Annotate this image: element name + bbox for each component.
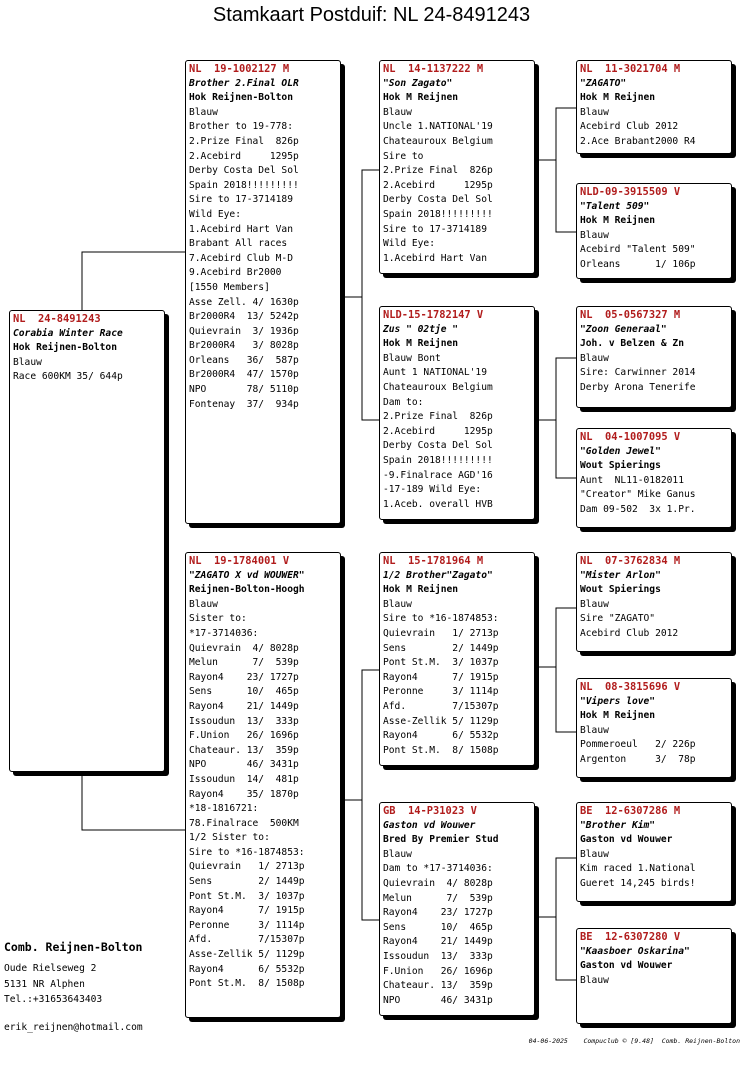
info-line: Pont St.M. 3/ 1037p — [189, 890, 305, 902]
pigeon-name: "Vipers love" — [580, 695, 656, 707]
info-line: Derby Costa Del Sol — [383, 194, 493, 206]
info-line: Quievrain 4/ 8028p — [189, 642, 299, 654]
info-line: Asse-Zellik 5/ 1129p — [189, 949, 305, 961]
pigeon-card-dds — [576, 802, 732, 902]
owner-name: Hok M Reijnen — [383, 92, 459, 104]
info-line: Brother to 19-778: — [189, 121, 293, 133]
info-line: Dam 09-502 3x 1.Pr. — [580, 503, 696, 515]
info-line: Orleans 36/ 587p — [189, 354, 299, 366]
breeder-address-line-1: Oude Rielseweg 2 — [4, 963, 97, 975]
info-line: F.Union 26/ 1696p — [383, 965, 493, 977]
info-line: Rayon4 21/ 1449p — [189, 700, 299, 712]
info-line: Sens 2/ 1449p — [189, 876, 305, 888]
pigeon-card-sds — [576, 306, 732, 408]
ring-number: NL 08-3815696 V — [580, 681, 681, 693]
pigeon-card-subject — [9, 310, 165, 772]
breeder-address-line-2: 5131 NR Alphen — [4, 978, 85, 990]
breeder-phone: Tel.:+31653643403 — [4, 994, 103, 1006]
info-line: Uncle 1.NATIONAL'19 — [383, 121, 493, 133]
info-line: Issoudun 13/ 333p — [383, 950, 493, 962]
info-line: Chateauroux Belgium — [383, 381, 493, 393]
info-line: Pont St.M. 3/ 1037p — [383, 657, 499, 669]
info-line: Melun 7/ 539p — [383, 892, 493, 904]
info-line: Sire: Carwinner 2014 — [580, 367, 696, 379]
info-line: Afd. 7/15307p — [189, 934, 305, 946]
info-line: Spain 2018!!!!!!!!! — [383, 208, 493, 220]
info-line: Derby Costa Del Sol — [383, 440, 493, 452]
info-line: Blauw — [13, 356, 42, 368]
owner-name: Gaston vd Wouwer — [580, 834, 673, 846]
pigeon-name: "Mister Arlon" — [580, 569, 661, 581]
owner-name: Wout Spierings — [580, 460, 661, 472]
info-line: Kim raced 1.National — [580, 863, 696, 875]
owner-name: Hok M Reijnen — [580, 92, 656, 104]
info-line: Issoudun 14/ 481p — [189, 773, 299, 785]
info-line: Chateaur. 13/ 359p — [189, 744, 299, 756]
info-line: Blauw — [580, 106, 609, 118]
info-line: Rayon4 6/ 5532p — [189, 963, 305, 975]
info-line: Derby Arona Tenerife — [580, 381, 696, 393]
ring-number: NL 14-1137222 M — [383, 63, 484, 75]
ring-number: NL 05-0567327 M — [580, 309, 681, 321]
info-line: Peronne 3/ 1114p — [189, 919, 305, 931]
info-line: Sens 2/ 1449p — [383, 642, 499, 654]
info-line: Quievrain 1/ 2713p — [383, 627, 499, 639]
owner-name: Hok M Reijnen — [580, 710, 656, 722]
info-line: 1/2 Sister to: — [189, 832, 270, 844]
footer-credits: 04-06-2025 Compuclub © [9.48] Comb. Reijnen-Bolton — [528, 1037, 740, 1045]
info-line: Afd. 7/15307p — [383, 700, 499, 712]
info-line: NPO 78/ 5110p — [189, 384, 299, 396]
pigeon-card-dsd — [576, 678, 732, 778]
pigeon-name: "Talent 509" — [580, 200, 650, 212]
pigeon-card-sss — [576, 60, 732, 154]
info-line: 2.Acebird 1295p — [189, 150, 299, 162]
info-line: Aunt 1 NATIONAL'19 — [383, 367, 487, 379]
info-line: Sire to 17-3714189 — [189, 194, 293, 206]
info-line: 2.Acebird 1295p — [383, 179, 493, 191]
pigeon-card-dss — [576, 552, 732, 652]
ring-number: BE 12-6307286 M — [580, 805, 681, 817]
info-line: 2.Ace Brabant2000 R4 — [580, 135, 696, 147]
pigeon-card-dam-dam — [379, 802, 535, 1016]
info-line: Sire to *16-1874853: — [189, 846, 305, 858]
owner-name: Hok M Reijnen — [580, 215, 656, 227]
breeder-email: erik_reijnen@hotmail.com — [4, 1022, 143, 1033]
info-line: 78.Finalrace 500KM — [189, 817, 299, 829]
info-line: 1.Acebird Hart Van — [383, 252, 487, 264]
info-line: 1.Acebird Hart Van — [189, 223, 293, 235]
owner-name: Hok Reijnen-Bolton — [189, 92, 293, 104]
pigeon-name: "ZAGATO" — [580, 77, 627, 89]
info-line: Wild Eye: — [383, 238, 435, 250]
info-line: Dam to: — [383, 396, 424, 408]
info-line: Peronne 3/ 1114p — [383, 686, 499, 698]
info-line: Orleans 1/ 106p — [580, 258, 696, 270]
info-line: Rayon4 23/ 1727p — [383, 907, 493, 919]
info-line: Wild Eye: — [189, 208, 241, 220]
ring-number: NL 11-3021704 M — [580, 63, 681, 75]
info-line: Sire to *16-1874853: — [383, 613, 499, 625]
info-line: -9.Finalrace AGD'16 — [383, 469, 493, 481]
info-line: 2.Prize Final 826p — [189, 135, 299, 147]
info-line: Sire to — [383, 150, 424, 162]
pigeon-name: Gaston vd Wouwer — [383, 819, 476, 831]
pigeon-name: "Son Zagato" — [383, 77, 453, 89]
pigeon-name: 1/2 Brother"Zagato" — [383, 569, 493, 581]
pigeon-name: "ZAGATO X vd WOUWER" — [189, 569, 305, 581]
info-line: Pont St.M. 8/ 1508p — [383, 744, 499, 756]
info-line: *18-1816721: — [189, 803, 259, 815]
pigeon-name: Brother 2.Final OLR — [189, 77, 299, 89]
pigeon-card-dam-sire — [379, 552, 535, 766]
info-line: Chateauroux Belgium — [383, 135, 493, 147]
info-line: Argenton 3/ 78p — [580, 753, 696, 765]
pigeon-card-ddd — [576, 928, 732, 1024]
ring-number: NL 15-1781964 M — [383, 555, 484, 567]
pigeon-card-ssd — [576, 183, 732, 279]
ring-number: NL 19-1784001 V — [189, 555, 290, 567]
info-line: Br2000R4 13/ 5242p — [189, 311, 299, 323]
info-line: Race 600KM 35/ 644p — [13, 371, 123, 383]
info-line: Blauw — [383, 848, 412, 860]
info-line: 9.Acebird Br2000 — [189, 267, 282, 279]
ring-number: NL 04-1007095 V — [580, 431, 681, 443]
ring-number: NL 07-3762834 M — [580, 555, 681, 567]
info-line: Blauw — [580, 848, 609, 860]
info-line: Brabant All races — [189, 238, 288, 250]
info-line: Rayon4 23/ 1727p — [189, 671, 299, 683]
info-line: Asse-Zellik 5/ 1129p — [383, 715, 499, 727]
info-line: Sens 10/ 465p — [383, 921, 493, 933]
owner-name: Wout Spierings — [580, 584, 661, 596]
info-line: NPO 46/ 3431p — [383, 994, 493, 1006]
pigeon-name: "Zoon Generaal" — [580, 323, 667, 335]
ring-number: NL 19-1002127 M — [189, 63, 290, 75]
owner-name: Reijnen-Bolton-Hoogh — [189, 584, 305, 596]
info-line: [1550 Members] — [189, 281, 270, 293]
owner-name: Gaston vd Wouwer — [580, 960, 673, 972]
pigeon-card-sire — [185, 60, 341, 524]
pigeon-name: "Brother Kim" — [580, 819, 656, 831]
info-line: Pommeroeul 2/ 226p — [580, 739, 696, 751]
info-line: 2.Prize Final 826p — [383, 411, 493, 423]
info-line: -17-189 Wild Eye: — [383, 484, 482, 496]
owner-name: Joh. v Belzen & Zn — [580, 338, 684, 350]
info-line: Dam to *17-3714036: — [383, 863, 493, 875]
info-line: NPO 46/ 3431p — [189, 759, 299, 771]
info-line: Blauw — [580, 352, 609, 364]
info-line: Quievrain 4/ 8028p — [383, 877, 493, 889]
info-line: Sire to 17-3714189 — [383, 223, 487, 235]
info-line: Rayon4 7/ 1915p — [383, 671, 499, 683]
info-line: Blauw — [383, 106, 412, 118]
info-line: Blauw — [189, 598, 218, 610]
info-line: Aunt NL11-0182011 — [580, 474, 684, 486]
pigeon-name: Corabia Winter Race — [13, 327, 123, 339]
owner-name: Hok Reijnen-Bolton — [13, 342, 117, 354]
ring-number: NL 24-8491243 — [13, 313, 101, 325]
info-line: Pont St.M. 8/ 1508p — [189, 978, 305, 990]
info-line: Rayon4 21/ 1449p — [383, 936, 493, 948]
page-title: Stamkaart Postduif: NL 24-8491243 — [212, 4, 531, 26]
info-line: Blauw — [580, 229, 609, 241]
info-line: Quievrain 1/ 2713p — [189, 861, 305, 873]
info-line: Quievrain 3/ 1936p — [189, 325, 299, 337]
info-line: Br2000R4 47/ 1570p — [189, 369, 299, 381]
pigeon-card-sdd — [576, 428, 732, 528]
info-line: Asse Zell. 4/ 1630p — [189, 296, 299, 308]
info-line: F.Union 26/ 1696p — [189, 730, 299, 742]
info-line: 7.Acebird Club M-D — [189, 252, 293, 264]
info-line: Sens 10/ 465p — [189, 686, 299, 698]
info-line: 2.Prize Final 826p — [383, 165, 493, 177]
owner-name: Bred By Premier Stud — [383, 834, 499, 846]
info-line: Blauw Bont — [383, 352, 441, 364]
info-line: Rayon4 6/ 5532p — [383, 730, 499, 742]
info-line: Melun 7/ 539p — [189, 657, 299, 669]
ring-number: NLD-15-1782147 V — [383, 309, 484, 321]
info-line: Issoudun 13/ 333p — [189, 715, 299, 727]
info-line: Spain 2018!!!!!!!!! — [189, 179, 299, 191]
info-line: Acebird "Talent 509" — [580, 244, 696, 256]
info-line: Blauw — [580, 974, 609, 986]
ring-number: GB 14-P31023 V — [383, 805, 477, 817]
info-line: Blauw — [580, 724, 609, 736]
pigeon-card-sire-sire — [379, 60, 535, 274]
info-line: Fontenay 37/ 934p — [189, 398, 299, 410]
info-line: *17-3714036: — [189, 627, 259, 639]
info-line: Blauw — [580, 598, 609, 610]
ring-number: BE 12-6307280 V — [580, 931, 681, 943]
info-line: Rayon4 7/ 1915p — [189, 905, 305, 917]
info-line: Derby Costa Del Sol — [189, 165, 299, 177]
pigeon-card-dam — [185, 552, 341, 1018]
breeder-name: Comb. Reijnen-Bolton — [4, 940, 143, 954]
pigeon-name: "Kaasboer Oskarina" — [580, 945, 690, 957]
info-line: Acebird Club 2012 — [580, 121, 679, 133]
pigeon-card-sire-dam — [379, 306, 535, 520]
pigeon-name: "Golden Jewel" — [580, 445, 661, 457]
ring-number: NLD-09-3915509 V — [580, 186, 681, 198]
info-line: "Creator" Mike Ganus — [580, 489, 696, 501]
info-line: Blauw — [383, 598, 412, 610]
info-line: Blauw — [189, 106, 218, 118]
info-line: Acebird Club 2012 — [580, 627, 679, 639]
pigeon-name: Zus " 02tje " — [383, 323, 459, 335]
owner-name: Hok M Reijnen — [383, 584, 459, 596]
info-line: Spain 2018!!!!!!!!! — [383, 454, 493, 466]
info-line: Chateaur. 13/ 359p — [383, 980, 493, 992]
owner-name: Hok M Reijnen — [383, 338, 459, 350]
info-line: Br2000R4 3/ 8028p — [189, 340, 299, 352]
info-line: Gueret 14,245 birds! — [580, 877, 696, 889]
breeder-address-block — [4, 940, 142, 1008]
info-line: Sister to: — [189, 613, 247, 625]
info-line: Rayon4 35/ 1870p — [189, 788, 299, 800]
info-line: 2.Acebird 1295p — [383, 425, 493, 437]
info-line: 1.Aceb. overall HVB — [383, 498, 493, 510]
info-line: Sire "ZAGATO" — [580, 613, 656, 625]
